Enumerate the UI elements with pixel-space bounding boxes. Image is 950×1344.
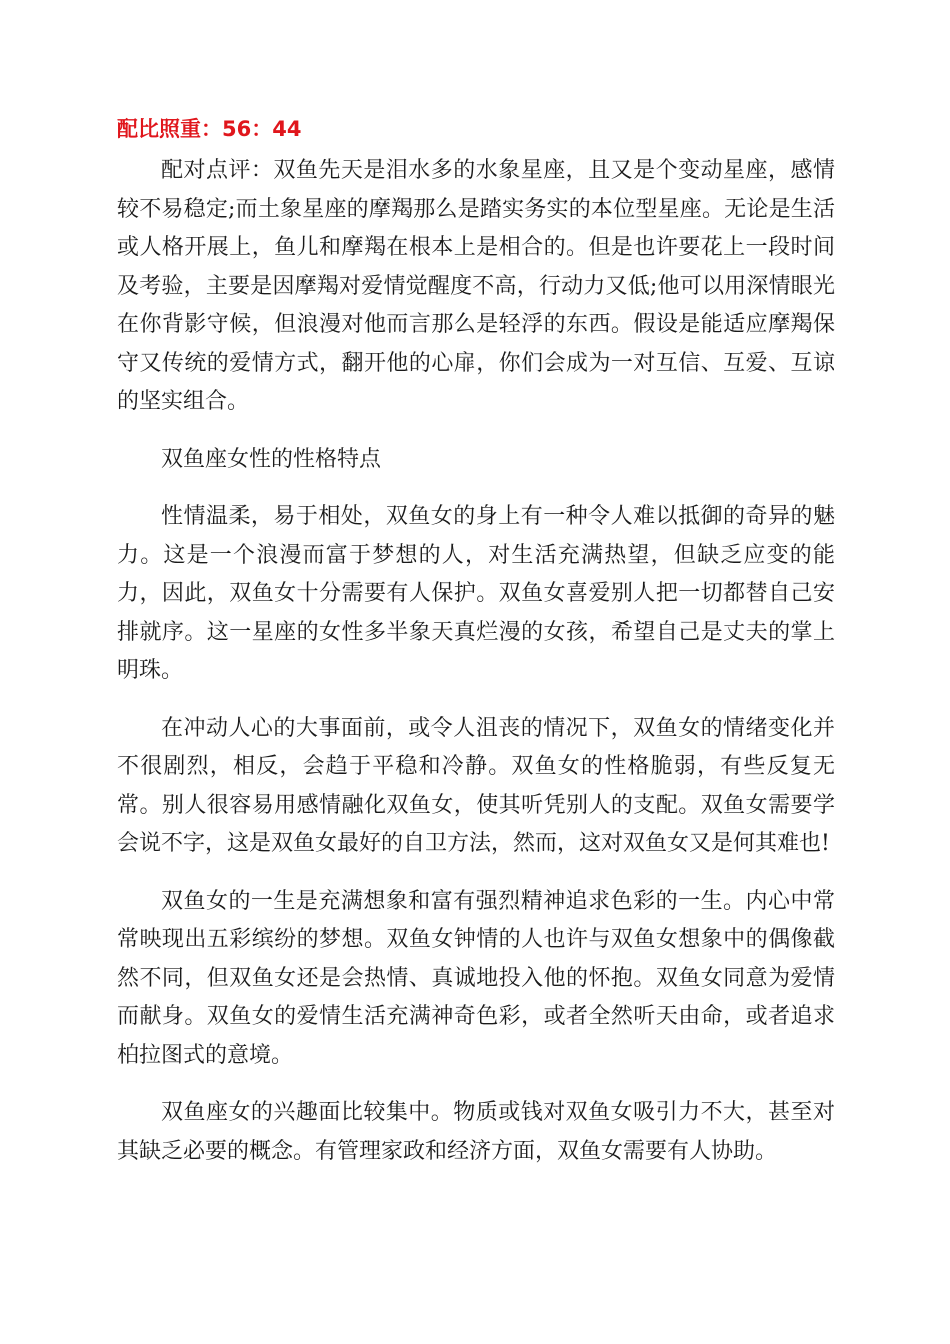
match-ratio-heading: 配比照重：56：44	[117, 117, 302, 141]
body-paragraph: 双鱼座女的兴趣面比较集中。物质或钱对双鱼女吸引力不大，甚至对其缺乏必要的概念。有管理家政和经济方面，双鱼女需要有人协助。	[117, 1100, 835, 1164]
pairing-review-paragraph: 配对点评：双鱼先天是泪水多的水象星座，且又是个变动星座，感情较不易稳定;而土象星座的摩羯那么是踏实务实的本位型星座。无论是生活或人格开展上，鱼儿和摩羯在根本上是相合的。但是也许要花上一段时间及考验，主要是因摩羯对爱情觉醒度不高，行动力又低;他可以用深情眼光在你背影守候，但浪漫对他而言那么是轻浮的东西。假设是能适应摩羯保守又传统的爱情方式，翻开他的心扉，你们会成为一对互信、互爱、互谅的坚实组合。	[117, 158, 835, 414]
section-title: 双鱼座女性的性格特点	[161, 446, 382, 472]
body-paragraph: 双鱼女的一生是充满想象和富有强烈精神追求色彩的一生。内心中常常映现出五彩缤纷的梦想。双鱼女钟情的人也许与双鱼女想象中的偶像截然不同，但双鱼女还是会热情、真诚地投入他的怀抱。双鱼女同意为爱情而献身。双鱼女的爱情生活充满神奇色彩，或者全然听天由命，或者追求柏拉图式的意境。	[117, 888, 835, 1068]
document-page	[117, 110, 835, 1171]
body-paragraph: 在冲动人心的大事面前，或令人沮丧的情况下，双鱼女的情绪变化并不很剧烈，相反，会趋于平稳和冷静。双鱼女的性格脆弱，有些反复无常。别人很容易用感情融化双鱼女，使其听凭别人的支配。双鱼女需要学会说不字，这是双鱼女最好的自卫方法，然而，这对双鱼女又是何其难也!	[117, 715, 835, 856]
body-paragraph: 性情温柔，易于相处，双鱼女的身上有一种令人难以抵御的奇异的魅力。这是一个浪漫而富于梦想的人，对生活充满热望，但缺乏应变的能力，因此，双鱼女十分需要有人保护。双鱼女喜爱别人把一切都替自己安排就序。这一星座的女性多半象天真烂漫的女孩，希望自己是丈夫的掌上明珠。	[117, 504, 835, 683]
